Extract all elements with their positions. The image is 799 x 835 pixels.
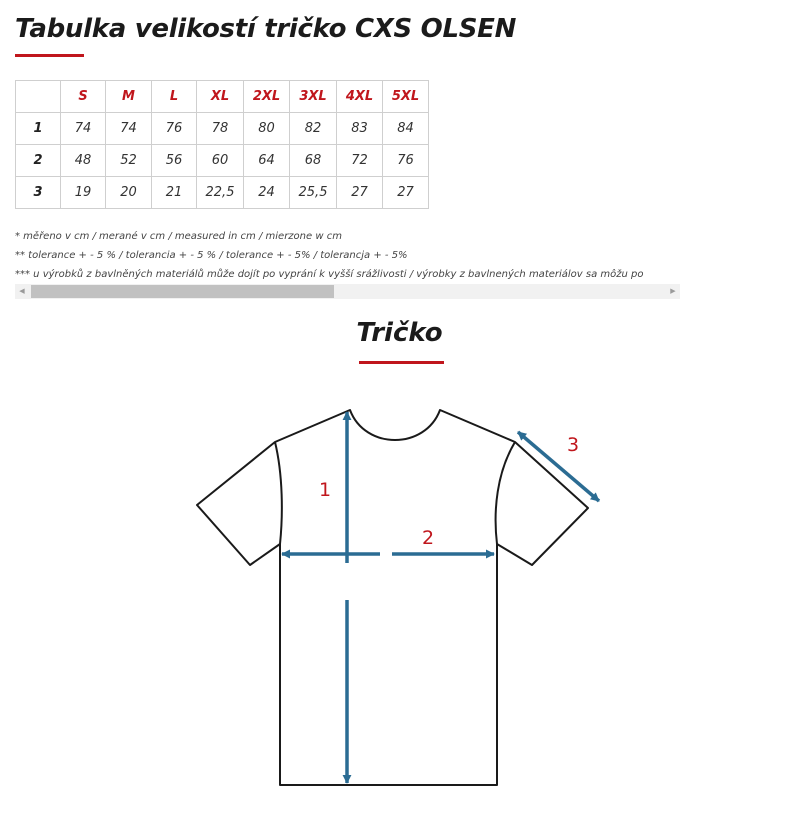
measurement-label-2: 2	[422, 527, 435, 549]
tshirt-outline	[197, 410, 588, 785]
table-cell: 84	[383, 113, 429, 145]
left-armhole-seam	[275, 442, 282, 544]
table-cell: 48	[61, 145, 106, 177]
table-cell: 74	[61, 113, 106, 145]
footnote-shrinkage: *** u výrobků z bavlněných materiálů může dojít po vyprání k vyšší srážlivosti / výrobky z bavlnených materiálov sa môžu po	[15, 269, 644, 280]
footnote-measurement: * měřeno v cm / merané v cm / measured in cm / mierzone w cm	[15, 231, 342, 242]
size-header-4xl: 4XL	[337, 81, 383, 113]
page-title: Tabulka velikostí tričko CXS OLSEN	[15, 14, 517, 44]
footnote-tolerance: ** tolerance + - 5 % / tolerancia + - 5 % / tolerance + - 5% / tolerancja + - 5%	[15, 250, 408, 261]
measurement-arrows	[282, 412, 599, 783]
section-title: Tričko	[356, 318, 443, 348]
size-header-l: L	[152, 81, 197, 113]
size-header-2xl: 2XL	[244, 81, 290, 113]
measurement-label-1: 1	[319, 479, 332, 501]
table-cell: 21	[152, 177, 197, 209]
size-header-s: S	[61, 81, 106, 113]
table-cell: 64	[244, 145, 290, 177]
table-cell: 19	[61, 177, 106, 209]
table-cell: 74	[106, 113, 152, 145]
table-cell: 20	[106, 177, 152, 209]
table-cell: 72	[337, 145, 383, 177]
table-cell: 68	[290, 145, 337, 177]
tshirt-body	[197, 410, 588, 785]
table-cell: 27	[337, 177, 383, 209]
table-cell: 82	[290, 113, 337, 145]
table-cell: 83	[337, 113, 383, 145]
table-cell: 24	[244, 177, 290, 209]
table-cell: 22,5	[197, 177, 244, 209]
table-cell: 25,5	[290, 177, 337, 209]
table-cell: 60	[197, 145, 244, 177]
size-header-3xl: 3XL	[290, 81, 337, 113]
table-cell: 76	[383, 145, 429, 177]
sleeve-arrow	[518, 432, 599, 501]
scroll-right-icon[interactable]: ▶	[670, 287, 676, 295]
table-cell: 78	[197, 113, 244, 145]
size-header-5xl: 5XL	[383, 81, 429, 113]
table-cell: 52	[106, 145, 152, 177]
right-armhole-seam	[496, 442, 515, 544]
table-cell: 76	[152, 113, 197, 145]
table-cell: 56	[152, 145, 197, 177]
row-label: 2	[16, 145, 61, 177]
size-header-xl: XL	[197, 81, 244, 113]
row-label: 1	[16, 113, 61, 145]
table-cell: 80	[244, 113, 290, 145]
scroll-left-icon[interactable]: ◀	[19, 287, 25, 295]
row-label: 3	[16, 177, 61, 209]
table-cell: 27	[383, 177, 429, 209]
size-header-m: M	[106, 81, 152, 113]
measurement-label-3: 3	[567, 434, 580, 456]
